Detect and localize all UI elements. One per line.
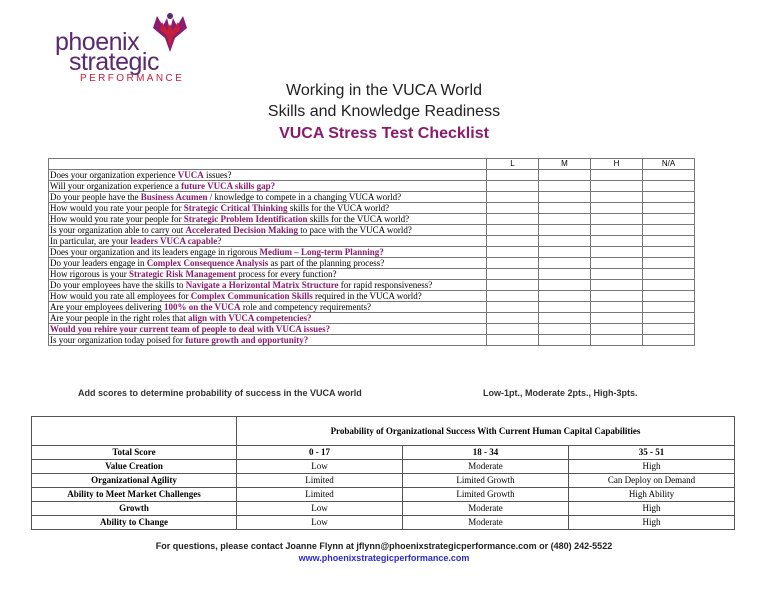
- rating-cell[interactable]: [643, 225, 695, 236]
- checklist-question: [49, 302, 487, 313]
- probability-value: Limited: [237, 474, 403, 488]
- question-column-header: [49, 159, 487, 170]
- question-highlight: VUCA: [177, 170, 204, 180]
- probability-value: Moderate: [403, 516, 569, 530]
- rating-cell[interactable]: [487, 291, 539, 302]
- question-text: How would you rate your people for: [50, 203, 184, 213]
- rating-cell[interactable]: [487, 313, 539, 324]
- rating-header: M: [539, 159, 591, 170]
- question-highlight: future growth and opportunity?: [185, 335, 309, 345]
- question-highlight: Accelerated Decision Making: [185, 225, 299, 235]
- checklist-row: [49, 269, 695, 280]
- question-highlight: Navigate a Horizontal Matrix Structure: [185, 280, 339, 290]
- checklist-title: VUCA Stress Test Checklist: [279, 125, 489, 142]
- rating-cell[interactable]: [591, 269, 643, 280]
- question-highlight: Strategic Problem Identification: [183, 214, 308, 224]
- rating-cell[interactable]: [539, 192, 591, 203]
- score-range-row: [32, 446, 735, 460]
- probability-value: Limited Growth: [403, 474, 569, 488]
- rating-cell[interactable]: [539, 214, 591, 225]
- checklist-row: [49, 280, 695, 291]
- question-text: as part of the planning process?: [268, 258, 385, 268]
- probability-value: High: [569, 516, 735, 530]
- question-text: How would you rate your people for: [50, 214, 184, 224]
- rating-cell[interactable]: [539, 280, 591, 291]
- rating-cell[interactable]: [643, 170, 695, 181]
- rating-cell[interactable]: [591, 203, 643, 214]
- probability-row: [32, 460, 735, 474]
- question-text: Will your organization experience a: [50, 181, 182, 191]
- score-range: 35 - 51: [569, 446, 735, 460]
- checklist-row: [49, 324, 695, 335]
- question-highlight: Strategic Critical Thinking: [183, 203, 288, 213]
- question-highlight: Strategic Risk Management: [129, 269, 236, 279]
- question-text: to pace with the VUCA world?: [298, 225, 412, 235]
- checklist-question: [49, 313, 487, 324]
- question-text: skills for the VUCA world?: [307, 214, 410, 224]
- rating-cell[interactable]: [539, 181, 591, 192]
- rating-cell[interactable]: [487, 280, 539, 291]
- checklist-row: [49, 258, 695, 269]
- rating-cell[interactable]: [643, 181, 695, 192]
- rating-cell[interactable]: [591, 236, 643, 247]
- rating-header: L: [487, 159, 539, 170]
- question-text: Are your people in the right roles that: [50, 313, 188, 323]
- rating-cell[interactable]: [539, 247, 591, 258]
- question-text: How rigorous is your: [50, 269, 129, 279]
- checklist-question: [49, 291, 487, 302]
- rating-cell[interactable]: [539, 203, 591, 214]
- vuca-checklist-table: [48, 158, 695, 346]
- question-highlight: Complex Communication Skills: [190, 291, 313, 301]
- question-highlight: Business Acumen: [140, 192, 208, 202]
- score-range: 0 - 17: [237, 446, 403, 460]
- question-text: Are your employees delivering: [50, 302, 164, 312]
- question-text: Does your organization and its leaders engage in rigorous: [50, 247, 260, 257]
- rating-cell[interactable]: [591, 280, 643, 291]
- rating-cell[interactable]: [591, 214, 643, 225]
- question-text: for rapid responsiveness?: [338, 280, 433, 290]
- rating-cell[interactable]: [591, 302, 643, 313]
- question-highlight: align with VUCA competencies?: [187, 313, 312, 323]
- probability-value: Limited: [237, 488, 403, 502]
- question-text: role and competency requirements?: [240, 302, 372, 312]
- checklist-question: [49, 225, 487, 236]
- rating-cell[interactable]: [591, 324, 643, 335]
- probability-row-label: Ability to Meet Market Challenges: [32, 488, 237, 502]
- checklist-question: [49, 280, 487, 291]
- checklist-row: [49, 203, 695, 214]
- rating-cell[interactable]: [487, 203, 539, 214]
- rating-cell[interactable]: [643, 214, 695, 225]
- probability-row-label: Growth: [32, 502, 237, 516]
- checklist-header-row: [49, 159, 695, 170]
- checklist-row: [49, 236, 695, 247]
- rating-cell[interactable]: [539, 258, 591, 269]
- rating-cell[interactable]: [591, 181, 643, 192]
- rating-cell[interactable]: [643, 247, 695, 258]
- rating-cell[interactable]: [487, 192, 539, 203]
- question-text: / knowledge to compete in a changing VUCA world?: [207, 192, 402, 202]
- rating-cell[interactable]: [591, 225, 643, 236]
- title-line-2: Skills and Knowledge Readiness: [267, 103, 501, 120]
- checklist-row: [49, 335, 695, 346]
- rating-header: N/A: [643, 159, 695, 170]
- probability-corner-cell: [32, 417, 237, 446]
- checklist-row: [49, 214, 695, 225]
- probability-value: Low: [237, 516, 403, 530]
- checklist-question: [49, 324, 487, 335]
- checklist-row: [49, 225, 695, 236]
- rating-cell[interactable]: [591, 170, 643, 181]
- rating-cell[interactable]: [591, 247, 643, 258]
- rating-cell[interactable]: [539, 269, 591, 280]
- question-text: In particular, are your: [50, 236, 131, 246]
- probability-value: Moderate: [403, 502, 569, 516]
- scoring-legend: Low-1pt., Moderate 2pts., High-3pts.: [483, 388, 638, 398]
- probability-value: Limited Growth: [403, 488, 569, 502]
- rating-cell[interactable]: [487, 214, 539, 225]
- logo-word-performance: PERFORMANCE: [80, 73, 185, 84]
- rating-cell[interactable]: [539, 225, 591, 236]
- rating-cell[interactable]: [643, 280, 695, 291]
- total-score-label: Total Score: [32, 446, 237, 460]
- document-title-block: [0, 80, 768, 146]
- probability-row-label: Value Creation: [32, 460, 237, 474]
- checklist-row: [49, 181, 695, 192]
- rating-cell[interactable]: [591, 335, 643, 346]
- rating-cell[interactable]: [643, 203, 695, 214]
- checklist-row: [49, 313, 695, 324]
- probability-row-label: Organizational Agility: [32, 474, 237, 488]
- rating-cell[interactable]: [591, 313, 643, 324]
- question-text: Is your organization able to carry out: [50, 225, 186, 235]
- rating-cell[interactable]: [487, 170, 539, 181]
- checklist-question: [49, 170, 487, 181]
- checklist-row: [49, 302, 695, 313]
- question-highlight: Would you rehire your current team of people to deal with VUCA issues?: [50, 324, 331, 334]
- rating-header: H: [591, 159, 643, 170]
- checklist-row: [49, 247, 695, 258]
- rating-cell[interactable]: [487, 302, 539, 313]
- rating-cell[interactable]: [643, 313, 695, 324]
- checklist-question: [49, 192, 487, 203]
- question-highlight: Complex Consequence Analysis: [146, 258, 269, 268]
- scoring-instruction: Add scores to determine probability of success in the VUCA world: [78, 388, 362, 398]
- rating-cell[interactable]: [487, 324, 539, 335]
- question-text: Do your leaders engage in: [50, 258, 147, 268]
- rating-cell[interactable]: [643, 258, 695, 269]
- checklist-row: [49, 192, 695, 203]
- question-text: ?: [217, 236, 222, 246]
- question-text: Do your people have the: [50, 192, 141, 202]
- rating-cell[interactable]: [539, 170, 591, 181]
- rating-cell[interactable]: [643, 335, 695, 346]
- probability-value: Can Deploy on Demand: [569, 474, 735, 488]
- checklist-question: [49, 203, 487, 214]
- rating-cell[interactable]: [487, 247, 539, 258]
- probability-row: [32, 516, 735, 530]
- rating-cell[interactable]: [591, 291, 643, 302]
- website-link[interactable]: www.phoenixstrategicperformance.com: [298, 553, 470, 563]
- question-highlight: future VUCA skills gap?: [181, 181, 276, 191]
- question-text: skills for the VUCA world?: [287, 203, 390, 213]
- title-line-1: Working in the VUCA World: [286, 82, 482, 99]
- probability-value: Low: [237, 460, 403, 474]
- checklist-question: [49, 258, 487, 269]
- probability-value: High Ability: [569, 488, 735, 502]
- rating-cell[interactable]: [487, 335, 539, 346]
- probability-row-label: Ability to Change: [32, 516, 237, 530]
- probability-value: High: [569, 502, 735, 516]
- question-highlight: leaders VUCA capable: [130, 236, 218, 246]
- rating-cell[interactable]: [487, 269, 539, 280]
- checklist-question: [49, 236, 487, 247]
- question-text: Do your employees have the skills to: [50, 280, 186, 290]
- probability-value: Moderate: [403, 460, 569, 474]
- rating-cell[interactable]: [487, 225, 539, 236]
- checklist-question: [49, 181, 487, 192]
- question-text: required in the VUCA world?: [312, 291, 422, 301]
- logo-word-strategic: strategic: [69, 48, 159, 76]
- contact-line: For questions, please contact Joanne Flynn at jflynn@phoenixstrategicperformance.com or (480) 242-5522: [155, 541, 613, 551]
- question-highlight: Medium – Long-term Planning?: [259, 247, 384, 257]
- probability-value: High: [569, 460, 735, 474]
- logo-word-phoenix: phoenix: [55, 28, 140, 56]
- rating-cell[interactable]: [487, 181, 539, 192]
- question-text: Is your organization today poised for: [50, 335, 186, 345]
- probability-row: [32, 502, 735, 516]
- probability-row: [32, 474, 735, 488]
- checklist-row: [49, 170, 695, 181]
- rating-cell[interactable]: [591, 258, 643, 269]
- question-highlight: 100% on the VUCA: [163, 302, 241, 312]
- rating-cell[interactable]: [539, 302, 591, 313]
- rating-cell[interactable]: [643, 192, 695, 203]
- question-text: process for every function?: [235, 269, 337, 279]
- checklist-question: [49, 335, 487, 346]
- question-text: issues?: [203, 170, 232, 180]
- question-text: Does your organization experience: [50, 170, 178, 180]
- score-range: 18 - 34: [403, 446, 569, 460]
- checklist-row: [49, 291, 695, 302]
- rating-cell[interactable]: [643, 291, 695, 302]
- company-logo: [55, 8, 205, 88]
- checklist-question: [49, 269, 487, 280]
- rating-cell[interactable]: [539, 335, 591, 346]
- probability-value: Low: [237, 502, 403, 516]
- probability-title-row: [32, 417, 735, 446]
- rating-cell[interactable]: [539, 236, 591, 247]
- question-text: How would you rate all employees for: [50, 291, 191, 301]
- rating-cell[interactable]: [487, 258, 539, 269]
- probability-row: [32, 488, 735, 502]
- rating-cell[interactable]: [539, 324, 591, 335]
- rating-cell[interactable]: [487, 236, 539, 247]
- probability-title: Probability of Organizational Success With Current Human Capital Capabilities: [237, 417, 735, 446]
- rating-cell[interactable]: [643, 324, 695, 335]
- rating-cell[interactable]: [591, 192, 643, 203]
- rating-cell[interactable]: [539, 291, 591, 302]
- rating-cell[interactable]: [643, 302, 695, 313]
- checklist-question: [49, 247, 487, 258]
- rating-cell[interactable]: [643, 236, 695, 247]
- probability-table: [31, 416, 735, 530]
- checklist-question: [49, 214, 487, 225]
- rating-cell[interactable]: [643, 269, 695, 280]
- rating-cell[interactable]: [539, 313, 591, 324]
